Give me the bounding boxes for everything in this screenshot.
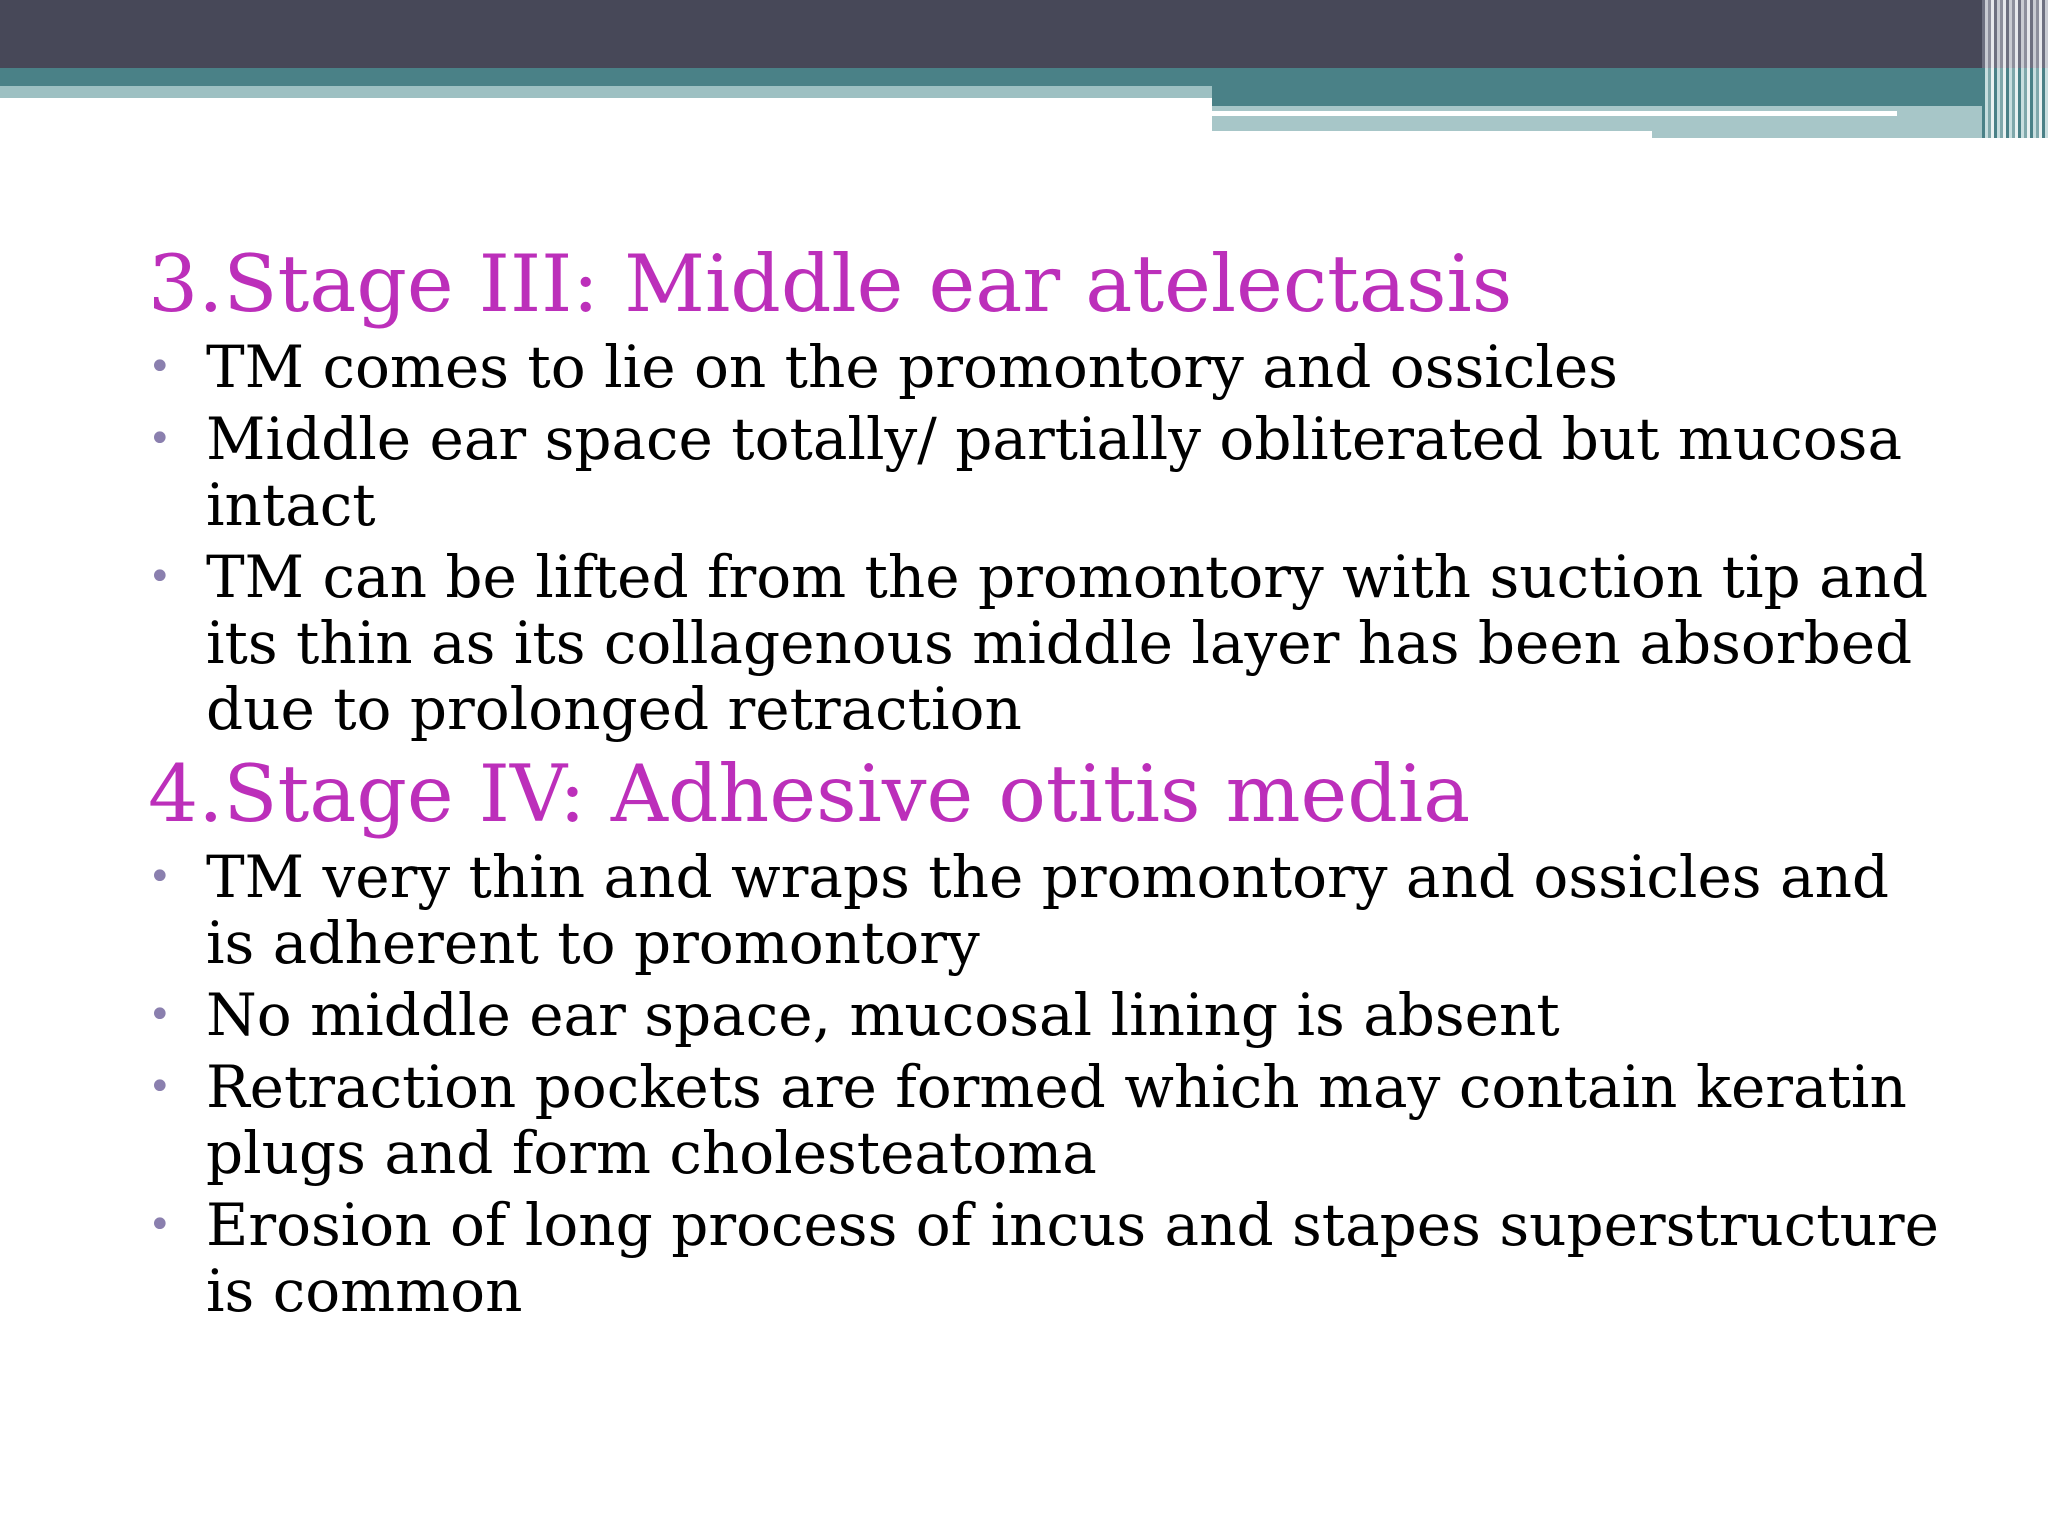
bullet-text: No middle ear space, mucosal lining is absent (206, 981, 1560, 1049)
bullet-text: Middle ear space totally/ partially obliterated but mucosa intact (206, 405, 1903, 539)
bullet-text: Erosion of long process of incus and stapes superstructure is common (206, 1191, 1939, 1325)
bullet-icon: • (148, 416, 172, 462)
slide-content (148, 238, 1948, 1330)
bullet-item (148, 844, 1948, 976)
bullet-item (148, 982, 1948, 1048)
bullet-icon: • (148, 1202, 172, 1248)
bullet-icon: • (148, 1064, 172, 1110)
bullet-item (148, 1054, 1948, 1186)
stage-3-bullet-list (148, 334, 1948, 742)
bullet-text: TM comes to lie on the promontory and ossicles (206, 333, 1618, 401)
bullet-text: TM very thin and wraps the promontory and ossicles and is adherent to promontory (206, 843, 1890, 977)
bullet-icon: • (148, 554, 172, 600)
header-stripes-decoration-lower (1982, 68, 2048, 138)
section-heading-stage-4: 4.Stage IV: Adhesive otitis media (148, 748, 1471, 840)
section-heading-stage-3: 3.Stage III: Middle ear atelectasis (148, 238, 1513, 330)
bullet-item (148, 1192, 1948, 1324)
header-white-line (1212, 111, 1897, 116)
header-teal-band-left (0, 68, 1212, 86)
bullet-text: Retraction pockets are formed which may contain keratin plugs and form cholesteatoma (206, 1053, 1907, 1187)
bullet-item (148, 334, 1948, 400)
bullet-icon: • (148, 992, 172, 1038)
bullet-item (148, 406, 1948, 538)
bullet-item (148, 544, 1948, 742)
stage-4-bullet-list (148, 844, 1948, 1324)
header-teal-band-right (1212, 68, 2048, 106)
bullet-text: TM can be lifted from the promontory with suction tip and its thin as its collagenous middle layer has been absorbed due to prolonged retraction (206, 543, 1929, 743)
header-light-band-left (0, 86, 1212, 98)
header-white-step (1212, 131, 1652, 138)
header-dark-band (0, 0, 2048, 68)
bullet-icon: • (148, 344, 172, 390)
bullet-icon: • (148, 854, 172, 900)
